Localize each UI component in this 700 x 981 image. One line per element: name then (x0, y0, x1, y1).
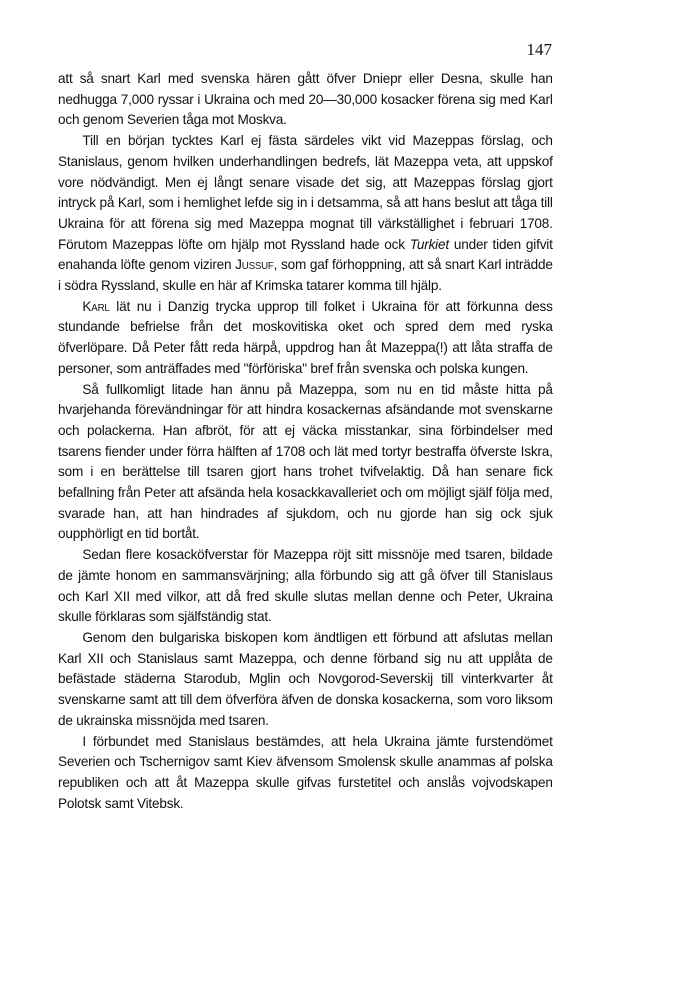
name-jussuf: Jussuf (235, 256, 274, 273)
paragraph-2-text-end: , som gaf förhoppning, att så snart Karl inträdde i södra Ryssland, skulle en här af Krimska tatarer komma till hjälp. (58, 256, 553, 294)
paragraph-7 (58, 731, 553, 814)
paragraph-3-text: lät nu i Danzig trycka upprop till folket i Ukraina för att förkunna dess stundande befrielse från det moskovitiska oket och spred dem med ryska öfverlöpare. Då Peter fått reda härpå, uppdrog han åt Mazeppa(!) att låta straffa de personer, som anträffades med "förföriska" bref från svenska och polska kungen. (58, 297, 553, 376)
paragraph-4 (58, 379, 553, 545)
paragraph-1-text: att så snart Karl med svenska hären gått öfver Dniepr eller Desna, skulle han nedhugga 7,000 ryssar i Ukraina och med 20—30,000 kosacker förena sig med Karl och genom Severien tåga mot Moskva. (58, 70, 553, 128)
paragraph-3 (58, 296, 553, 379)
name-karl: Karl (82, 297, 110, 314)
paragraph-5-text: Sedan flere kosacköfverstar för Mazeppa röjt sitt missnöje med tsaren, bildade de jämte honom en sammansvärjning; alla förbundo sig att gå öfver till Stanislaus och Karl XII med vilkor, att då fred skulle slutas mellan denne och Peter, Ukraina skulle förklaras som själfständig stat. (58, 546, 553, 625)
paragraph-1 (58, 68, 553, 130)
page-number: 147 (526, 40, 552, 59)
paragraph-2 (58, 130, 553, 296)
paragraph-2-text: Till en början tycktes Karl ej fästa särdeles vikt vid Mazeppas förslag, och Stanislaus, genom hvilken underhandlingen bedrefs, lät Mazeppa veta, att uppskof vore nödvändigt. Men ej långt senare visade det sig, att Mazeppas förslag gjort intryck på Karl, som i hemlighet lefde sig in i detsamma, så att hans beslut att tåga till Ukraina för att förena sig med Mazeppa mognat till värkställighet i februari 1708. Förutom Mazeppas löfte om hjälp mot Ryssland hade ock (58, 132, 553, 252)
paragraph-5 (58, 544, 553, 627)
paragraph-4-text: Så fullkomligt litade han ännu på Mazeppa, som nu en tid måste hitta på hvarjehanda förevändningar för att hindra kosackernas afsändande mot svenskarne och polackerna. Han afbröt, för att ej väcka misstankar, sina förbindelser med tsarens fiender under förra hälften af 1708 och lät med tortyr bestraffa öfverste Iskra, som i en berättelse till tsaren gjort hans trohet tvifvelaktig. Då han senare fick befallning från Peter att afsända hela kosackkavalleriet och om möjligt själf följa med, svarade han, att han hindrades af sjukdom, och nu gjorde han sig ock sjuk oupphörligt en tid bortåt. (58, 380, 553, 542)
paragraph-2-text-cont: under tiden gifvit enahanda löfte genom viziren (58, 235, 553, 273)
paragraph-6-text: Genom den bulgariska biskopen kom ändtligen ett förbund att afslutas mellan Karl XII och Stanislaus samt Mazeppa, och denne förband sig nu att upplåta de befästade städerna Starodub, Mglin och Novgorod-Severskij till vinterkvarter åt svenskarne samt att till dem öfverföra äfven de donska kosackerna, som voro liksom de ukrainska missnöjda med tsaren. (58, 628, 553, 728)
emphasis-turkiet: Turkiet (409, 235, 449, 252)
body-text (58, 68, 553, 813)
paragraph-6 (58, 627, 553, 731)
paragraph-7-text: I förbundet med Stanislaus bestämdes, att hela Ukraina jämte furstendömet Severien och Tschernigov samt Kiev äfvensom Smolensk skulle anammas af polska republiken och att åt Mazeppa skulle gifvas furstetitel och anslås vojvodskapen Polotsk samt Vitebsk. (58, 732, 553, 811)
